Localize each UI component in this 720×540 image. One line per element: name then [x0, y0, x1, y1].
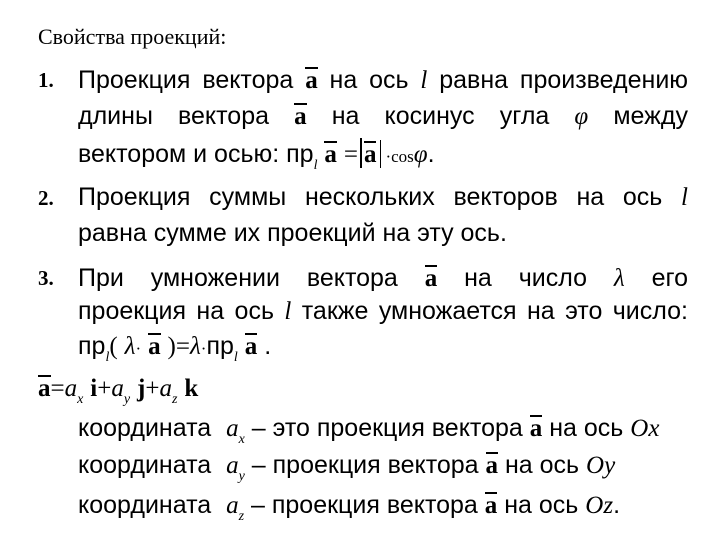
item-1-number: 1. — [38, 68, 54, 92]
decomposition-formula: $a=a_x$ $i+a_y$ $j+a_z$ k — [38, 372, 648, 415]
coordinate-y-line: координата $a_y$ – проекция вектора a на ось Oy — [78, 451, 616, 484]
axis-l: l — [681, 184, 688, 211]
abs-bar-left — [360, 138, 362, 168]
axis-oy: Oy — [586, 452, 616, 479]
item-1-line-2: длины вектора a на косинус угла φ между — [78, 102, 688, 130]
axis-l: l — [420, 67, 428, 94]
coordinate-x-line: координата $a_x$ – это проекция вектора a на ось Ox — [78, 414, 660, 447]
item-3-number: 3. — [38, 266, 54, 290]
page-title: Свойства проекций: — [38, 24, 227, 49]
item-3-line-3: $пр_l$( λ· a )$=\lambda\cdot пр_l$ a . — [78, 332, 272, 365]
coordinate-z-line: координата $a_z$ – проекция вектора a на ось Oz. — [78, 491, 621, 524]
unit-vector-k: k — [184, 375, 199, 402]
item-1-line-3: вектором и осью: $пр_l$ a = a ·cosφ. — [78, 140, 435, 173]
unit-vector-j: j — [137, 375, 146, 402]
vector-a: a — [148, 330, 161, 362]
vector-a: a — [485, 489, 498, 521]
unit-vector-i: i — [90, 375, 98, 402]
item-2-line-1: Проекция суммы нескольких векторов на ось l — [78, 183, 688, 211]
lambda: λ — [613, 265, 625, 292]
item-2-line-2: равна сумме их проекций на эту ось. — [78, 219, 507, 247]
angle-phi: φ — [574, 103, 589, 130]
vector-a: a — [486, 449, 499, 481]
vector-a: a — [294, 100, 307, 132]
vector-a: a — [324, 138, 337, 170]
vector-a: a — [245, 330, 258, 362]
axis-l: l — [284, 298, 292, 325]
item-2-number: 2. — [38, 186, 54, 210]
vector-a: a — [364, 138, 377, 170]
item-3-line-2: проекция на ось l также умножается на это число: — [78, 297, 688, 325]
item-3-line-1: При умножении вектора a на число λ его — [78, 264, 688, 292]
abs-bar-right — [380, 140, 381, 168]
vector-a: a — [305, 64, 318, 96]
vector-a: a — [530, 412, 543, 444]
axis-oz: Oz — [585, 492, 614, 519]
vector-a: a — [425, 262, 438, 294]
item-1-line-1: Проекция вектора a на ось l равна произведению — [78, 66, 689, 94]
axis-ox: Ox — [630, 415, 660, 442]
vector-a: a — [38, 372, 51, 404]
